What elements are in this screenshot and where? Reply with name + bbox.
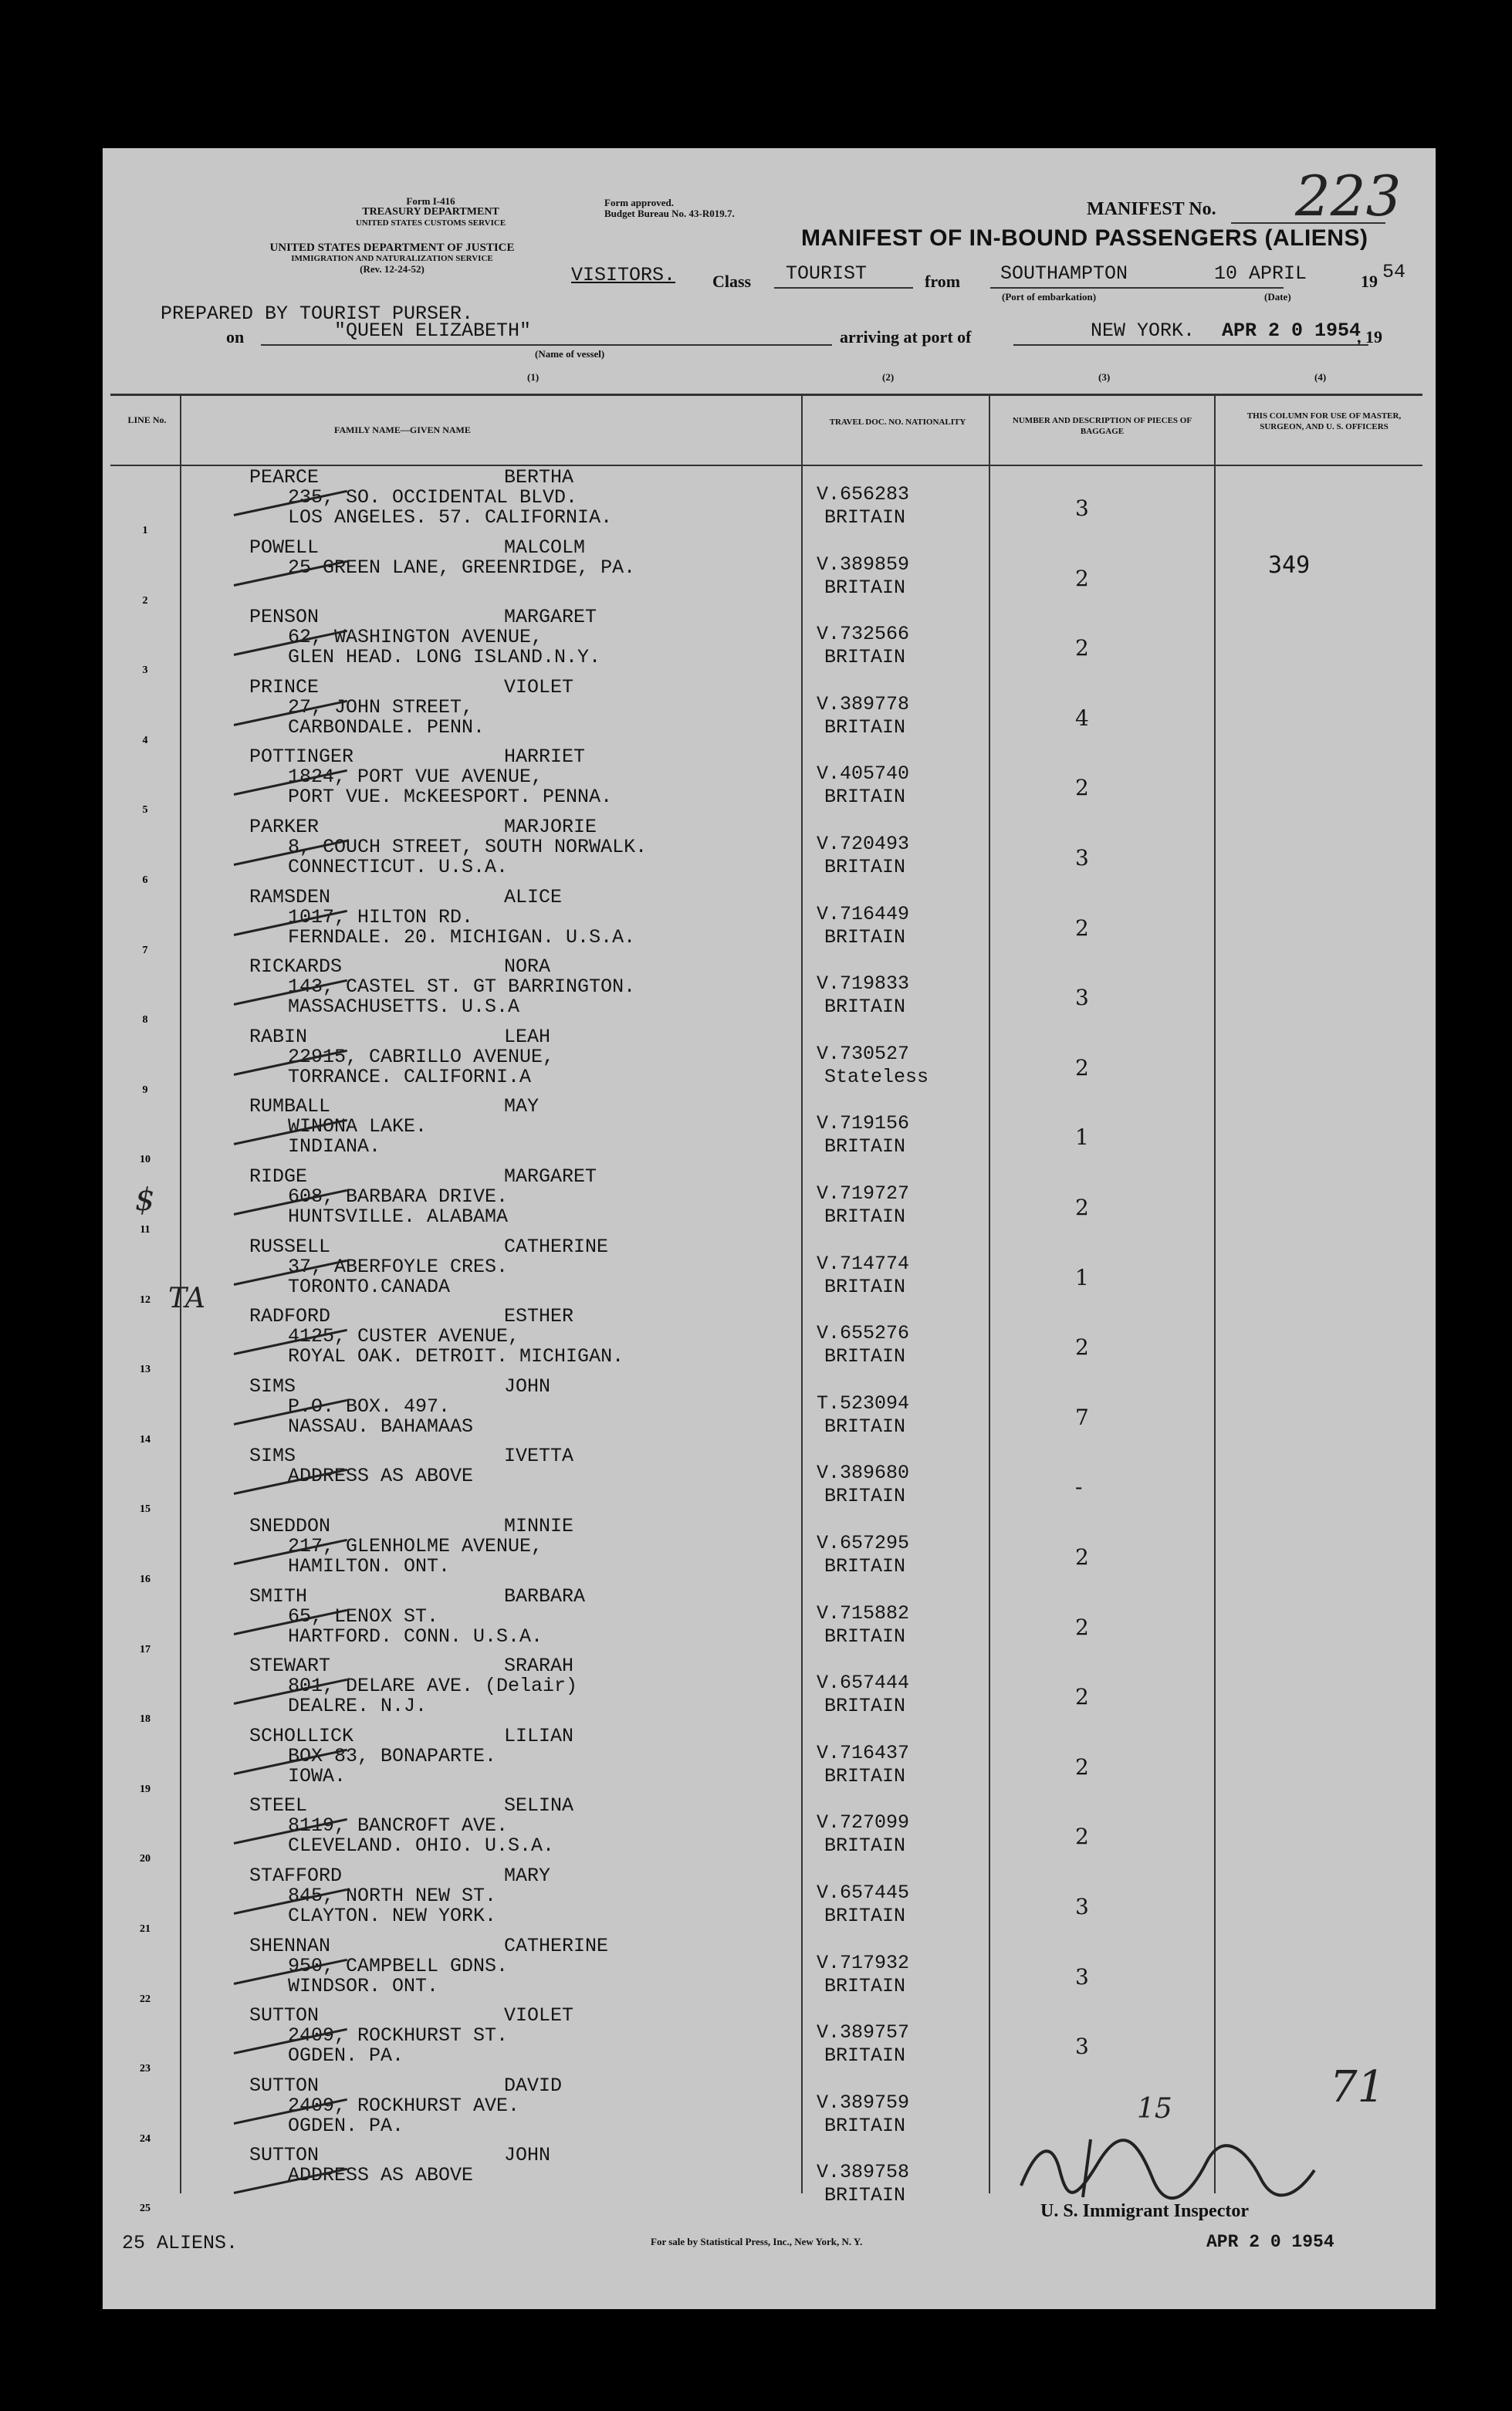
line-number: 11 [140,1224,151,1236]
inspector-signature [1006,2124,1330,2209]
nationality: BRITAIN [824,1764,906,1787]
hand-15: 15 [1137,2093,1172,2125]
arrival-rule [1013,344,1368,346]
address-line-1: 65, LENOX ST. [288,1605,439,1628]
address-line-1: 1017, HILTON RD. [288,905,474,928]
baggage-count: 7 [1075,1404,1089,1430]
header-line-no: LINE No. [127,414,167,425]
table-row [103,955,1436,1031]
col-number-3: (3) [1098,371,1111,383]
given-name: DAVID [504,2074,563,2097]
nationality: BRITAIN [824,1625,906,1648]
line-number: 10 [140,1154,151,1166]
line-number: 18 [140,1713,151,1726]
family-name: PRINCE [249,675,320,698]
address-line-1: 37, ABERFOYLE CRES. [288,1255,509,1278]
address-line-2: CONNECTICUT. U.S.A. [288,856,509,878]
address-line-2: INDIANA. [288,1135,381,1158]
line-number: 17 [140,1643,151,1655]
nationality: BRITAIN [824,1275,906,1298]
address-line-1: 22915, CABRILLO AVENUE, [288,1045,555,1068]
address-line-2: OGDEN. PA. [288,2044,404,2068]
class-value: TOURIST [786,262,868,285]
given-name: MARGARET [504,1165,597,1188]
family-name: SMITH [249,1584,308,1608]
family-name: RIDGE [249,1165,308,1188]
department-block: UNITED STATES DEPARTMENT OF JUSTICE IMMIGRATION AND NATURALIZATION SERVICE (Rev. 12-24-52) [269,242,515,275]
header-travel-doc: TRAVEL DOC. NO. NATIONALITY [829,418,966,427]
family-name: RAMSDEN [249,885,331,908]
line-number: 25 [140,2203,151,2215]
nationality: BRITAIN [824,1206,906,1228]
family-name: SIMS [249,1445,296,1468]
address-line-1: 217, GLENHOLME AVENUE, [288,1535,543,1557]
address-line-1: ADDRESS AS ABOVE [288,2164,474,2187]
travel-doc-number: V.716437 [817,1741,910,1764]
line-number: 7 [142,944,148,956]
line-number: 21 [140,1923,151,1935]
given-name: MARJORIE [504,816,597,838]
class-label: Class [712,272,752,291]
baggage-count: 2 [1075,775,1089,801]
table-row [103,1655,1436,1730]
given-name: CATHERINE [504,1934,609,1957]
line-number: 4 [142,734,148,746]
line-number: 13 [140,1364,151,1376]
table-row [103,675,1436,752]
given-name: IVETTA [504,1445,574,1468]
given-name: VIOLET [504,675,574,698]
travel-doc-number: V.732566 [817,623,910,646]
header-officers: THIS COLUMN FOR USE OF MASTER, SURGEON, AND U. S. OFFICERS [1246,411,1402,431]
address-line-2: DEALRE. N.J. [288,1695,428,1718]
given-name: ESTHER [504,1305,574,1328]
family-name: SIMS [249,1375,296,1398]
travel-doc-number: V.720493 [817,833,910,855]
baggage-count: 1 [1075,1264,1089,1290]
line-number: 15 [140,1503,151,1516]
table-row [103,1794,1436,1870]
baggage-count: 4 [1075,705,1089,731]
nationality: BRITAIN [824,576,906,599]
family-name: RABIN [249,1025,308,1048]
arriving-label: arriving at port of [840,327,972,347]
baggage-count: 2 [1075,915,1089,941]
address-line-1: 801, DELARE AVE. (Delair) [288,1675,578,1698]
prepared-by: PREPARED BY TOURIST PURSER. [161,303,474,325]
given-name: MAY [504,1095,540,1118]
travel-doc-number: V.657445 [817,1882,910,1904]
given-name: ALICE [504,885,563,908]
arrival-stamp: APR 2 0 1954 [1222,320,1361,342]
address-line-1: 27, JOHN STREET, [288,695,474,719]
table-row [103,1025,1436,1101]
table-row [103,746,1436,821]
nationality: BRITAIN [824,925,906,949]
line-number: 5 [142,804,148,817]
baggage-count: 3 [1075,845,1089,871]
address-line-1: WINONA LAKE. [288,1115,428,1138]
baggage-count: 3 [1075,985,1089,1011]
table-row [103,1305,1436,1381]
family-name: RICKARDS [249,955,343,979]
address-line-1: 8, COUCH STREET, SOUTH NORWALK. [288,836,648,858]
form-number: Form I-416 TREASURY DEPARTMENT UNITED STATES CUSTOMS SERVICE [355,195,506,228]
table-row [103,536,1436,612]
address-line-1: 62, WASHINGTON AVENUE, [288,626,543,649]
nationality: BRITAIN [824,786,906,809]
table-row [103,1375,1436,1451]
family-name: PENSON [249,606,320,629]
line-number: 19 [140,1783,151,1795]
family-name: RUMBALL [249,1095,331,1118]
given-name: MARY [504,1865,551,1887]
nationality: BRITAIN [824,2184,906,2207]
port-caption: (Port of embarkation) [1002,291,1097,303]
address-line-2: GLEN HEAD. LONG ISLAND.N.Y. [288,646,601,669]
visitors-label: VISITORS. [571,264,676,286]
address-line-1: 2409, ROCKHURST AVE. [288,2094,520,2117]
table-row [103,1445,1436,1520]
inspector-label: U. S. Immigrant Inspector [1040,2201,1249,2221]
address-line-2: CLEVELAND. OHIO. U.S.A. [288,1834,555,1858]
line-number: 12 [140,1293,151,1306]
given-name: SELINA [504,1794,574,1818]
nationality: Stateless [824,1065,929,1088]
given-name: CATHERINE [504,1235,609,1258]
address-line-1: 4125, CUSTER AVENUE, [288,1325,520,1348]
baggage-count: 2 [1075,565,1089,591]
baggage-count: 3 [1075,495,1089,521]
baggage-count: 2 [1075,1544,1089,1570]
nationality: BRITAIN [824,506,906,529]
baggage-count: 3 [1075,2034,1089,2060]
nationality: BRITAIN [824,856,906,878]
nationality: BRITAIN [824,1695,906,1718]
given-name: NORA [504,955,551,979]
margin-mark-dollar: $ [135,1182,155,1218]
line-number: 6 [142,874,148,886]
col-number-1: (1) [527,371,540,383]
address-line-1: ADDRESS AS ABOVE [288,1465,474,1488]
table-row [103,1165,1436,1241]
from-label: from [925,272,961,291]
header-family-name: FAMILY NAME—GIVEN NAME [334,424,471,435]
baggage-count: 2 [1075,635,1089,661]
table-top-rule [110,394,1422,396]
manifest-number: 223 [1295,164,1402,228]
family-name: STAFFORD [249,1865,343,1887]
nationality: BRITAIN [824,1834,906,1858]
port-rule [990,287,1284,289]
nationality: BRITAIN [824,1345,906,1368]
address-line-1: 25 GREEN LANE, GREENRIDGE, PA. [288,556,636,579]
total-aliens: 25 ALIENS. [122,2232,238,2254]
header-baggage: NUMBER AND DESCRIPTION OF PIECES OF BAGGAGE [1012,416,1192,436]
address-line-1: 143, CASTEL ST. GT BARRINGTON. [288,976,636,999]
travel-doc-number: V.715882 [817,1601,910,1625]
line-number: 2 [142,594,148,607]
baggage-count: 2 [1075,1614,1089,1640]
given-name: JOHN [504,1375,551,1398]
travel-doc-number: V.389859 [817,553,910,576]
given-name: JOHN [504,2144,551,2167]
nationality: BRITAIN [824,646,906,669]
nationality: BRITAIN [824,715,906,739]
address-line-2: HARTFORD. CONN. U.S.A. [288,1625,543,1648]
family-name: SUTTON [249,2074,320,2097]
family-name: STEWART [249,1655,331,1678]
line-number: 22 [140,1993,151,2005]
address-line-1: BOX 83, BONAPARTE. [288,1744,497,1767]
vessel-rule [261,344,832,346]
on-label: on [226,327,245,347]
family-name: SHENNAN [249,1934,331,1957]
travel-doc-number: V.389680 [817,1462,910,1485]
family-name: RADFORD [249,1305,331,1328]
nationality: BRITAIN [824,1905,906,1927]
address-line-2: HUNTSVILLE. ALABAMA [288,1206,509,1228]
nationality: BRITAIN [824,1555,906,1577]
given-name: MALCOLM [504,536,586,559]
given-name: VIOLET [504,2004,574,2027]
col-number-4: (4) [1314,371,1327,383]
table-row [103,1515,1436,1591]
address-line-1: 845, NORTH NEW ST. [288,1885,497,1907]
address-line-1: 1824, PORT VUE AVENUE, [288,766,543,789]
nationality: BRITAIN [824,1415,906,1438]
travel-doc-number: V.730527 [817,1042,910,1065]
inspector-stamp-date: APR 2 0 1954 [1206,2232,1334,2252]
vessel-name: "QUEEN ELIZABETH" [334,320,532,342]
vessel-caption: (Name of vessel) [535,348,605,360]
family-name: POWELL [249,536,320,559]
given-name: MARGARET [504,606,597,629]
baggage-count: 2 [1075,1753,1089,1780]
table-row [103,2004,1436,2080]
address-line-1: 235, SO. OCCIDENTAL BLVD. [288,486,578,509]
col-number-2: (2) [882,371,895,383]
baggage-count: 3 [1075,1963,1089,1990]
address-line-2: TORRANCE. CALIFORNI.A [288,1065,532,1088]
family-name: SUTTON [249,2144,320,2167]
travel-doc-number: V.656283 [817,483,910,506]
given-name: LILIAN [504,1724,574,1747]
travel-doc-number: V.727099 [817,1811,910,1834]
nationality: BRITAIN [824,1974,906,1997]
line-number: 23 [140,2063,151,2075]
family-name: STEEL [249,1794,308,1818]
family-name: RUSSELL [249,1235,331,1258]
given-name: MINNIE [504,1515,574,1537]
line-number: 24 [140,2132,151,2145]
family-name: POTTINGER [249,746,354,769]
baggage-count: 2 [1075,1684,1089,1710]
family-name: SCHOLLICK [249,1724,354,1747]
address-line-1: 8119, BANCROFT AVE. [288,1814,509,1838]
baggage-count: 2 [1075,1334,1089,1361]
given-name: BARBARA [504,1584,586,1608]
travel-doc-number: V.716449 [817,902,910,925]
travel-doc-number: V.389778 [817,692,910,715]
manifest-label: MANIFEST No. [1087,199,1216,219]
line-number: 14 [140,1433,151,1446]
nationality: BRITAIN [824,996,906,1019]
given-name: HARRIET [504,746,586,769]
line-number: 20 [140,1853,151,1865]
address-line-2: WINDSOR. ONT. [288,1974,439,1997]
travel-doc-number: V.719727 [817,1182,910,1205]
table-row [103,606,1436,681]
line-number: 9 [142,1084,148,1096]
travel-doc-number: V.719833 [817,972,910,996]
travel-doc-number: V.405740 [817,763,910,786]
family-name: PEARCE [249,466,320,489]
arrival-port: NEW YORK. [1091,320,1196,342]
travel-doc-number: V.719156 [817,1112,910,1135]
address-line-2: ROYAL OAK. DETROIT. MICHIGAN. [288,1345,624,1368]
hand-71: 71 [1330,2062,1385,2112]
table-row [103,1095,1436,1171]
address-line-2: NASSAU. BAHAMAAS [288,1415,474,1438]
address-line-1: 950, CAMPBELL GDNS. [288,1954,509,1977]
given-name: BERTHA [504,466,574,489]
baggage-count: 2 [1075,1054,1089,1080]
family-name: PARKER [249,816,320,838]
travel-doc-number: V.389758 [817,2161,910,2184]
line-number: 8 [142,1014,148,1026]
line-number: 1 [142,525,148,536]
given-name: LEAH [504,1025,551,1048]
line-number: 16 [140,1574,151,1585]
travel-doc-number: V.655276 [817,1322,910,1345]
year-suffix: 54 [1382,261,1406,283]
travel-doc-number: T.523094 [817,1391,910,1415]
line-number: 3 [142,664,148,677]
travel-doc-number: V.657295 [817,1532,910,1554]
table-row [103,1934,1436,2010]
table-row [103,1865,1436,1940]
table-row [103,816,1436,891]
nationality: BRITAIN [824,2044,906,2068]
family-name: SNEDDON [249,1515,331,1537]
nationality: BRITAIN [824,1485,906,1508]
printer-note: For sale by Statistical Press, Inc., New York, N. Y. [651,2236,863,2247]
baggage-count: 1 [1075,1124,1089,1151]
address-line-2: MASSACHUSETTS. U.S.A [288,996,520,1019]
baggage-count: 2 [1075,1824,1089,1850]
travel-doc-number: V.717932 [817,1951,910,1974]
officer-note: 349 [1268,551,1311,579]
address-line-2: HAMILTON. ONT. [288,1555,451,1577]
manifest-page [103,148,1436,2309]
arrival-year: , 19 [1357,327,1382,347]
travel-doc-number: V.657444 [817,1672,910,1695]
table-row [103,466,1436,542]
manifest-number-rule [1231,222,1385,224]
embarkation-port: SOUTHAMPTON [1000,262,1128,285]
address-line-1: 2409, ROCKHURST ST. [288,2024,509,2047]
margin-mark-ta: TA [168,1283,206,1314]
address-line-2: IOWA. [288,1764,347,1787]
approval-note: Form approved. Budget Bureau No. 43-R019.7. [604,197,735,219]
table-row [103,885,1436,962]
address-line-1: P.O. BOX. 497. [288,1395,451,1418]
address-line-1: 608, BARBARA DRIVE. [288,1185,509,1208]
baggage-count: - [1075,1474,1083,1500]
address-line-2: LOS ANGELES. 57. CALIFORNIA. [288,506,613,529]
address-line-2: CLAYTON. NEW YORK. [288,1905,497,1927]
manifest-title: MANIFEST OF IN-BOUND PASSENGERS (ALIENS) [801,225,1368,251]
table-row [103,1584,1436,1661]
address-line-2: CARBONDALE. PENN. [288,715,485,739]
nationality: BRITAIN [824,1135,906,1158]
table-row [103,1724,1436,1801]
given-name: SRARAH [504,1655,574,1678]
travel-doc-number: V.389757 [817,2021,910,2044]
class-rule [774,287,913,289]
year-prefix: 19 [1361,272,1378,291]
address-line-2: FERNDALE. 20. MICHIGAN. U.S.A. [288,925,636,949]
departure-date: 10 APRIL [1214,262,1307,285]
baggage-count: 3 [1075,1894,1089,1919]
date-caption: (Date) [1264,291,1291,303]
address-line-2: PORT VUE. McKEESPORT. PENNA. [288,786,613,809]
nationality: BRITAIN [824,2114,906,2137]
travel-doc-number: V.389759 [817,2091,910,2114]
address-line-2: TORONTO.CANADA [288,1275,451,1298]
travel-doc-number: V.714774 [817,1252,910,1275]
table-row [103,1235,1436,1311]
baggage-count: 2 [1075,1195,1089,1220]
family-name: SUTTON [249,2004,320,2027]
address-line-2: OGDEN. PA. [288,2114,404,2137]
